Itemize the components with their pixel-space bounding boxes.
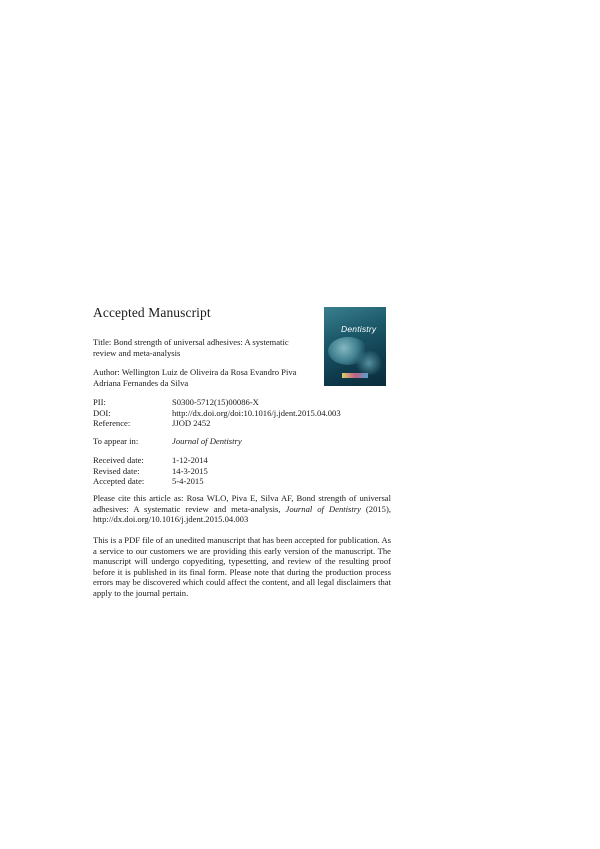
meta-row-reference xyxy=(93,418,341,429)
meta-key: Received date: xyxy=(93,455,144,465)
meta-key: PII: xyxy=(93,397,106,407)
article-authors xyxy=(93,367,333,388)
cover-color-bar xyxy=(342,373,368,378)
author-line: Adriana Fernandes da Silva xyxy=(93,377,189,388)
identifier-table xyxy=(93,397,341,429)
page-title: Accepted Manuscript xyxy=(93,305,211,320)
meta-row-doi xyxy=(93,408,341,419)
meta-key: To appear in: xyxy=(93,436,139,446)
dates-table xyxy=(93,455,208,487)
meta-value: 14-3-2015 xyxy=(172,465,208,476)
meta-value: S0300-5712(15)00086-X xyxy=(172,397,259,407)
cover-decoration-2 xyxy=(354,351,384,375)
meta-value: JJOD 2452 xyxy=(172,418,211,429)
author-line: Author: Wellington Luiz de Oliveira da Rosa Evandro Piva xyxy=(93,367,297,377)
title-line: review and meta-analysis xyxy=(93,347,181,358)
citation-paragraph xyxy=(93,493,391,525)
cover-journal-name: Dentistry xyxy=(341,324,377,334)
meta-key: DOI: xyxy=(93,407,111,418)
meta-value: 1-12-2014 xyxy=(172,455,208,465)
meta-value: 5-4-2015 xyxy=(172,476,204,487)
meta-row-pii xyxy=(93,397,341,408)
article-title xyxy=(93,337,321,358)
appear-in-row xyxy=(93,436,242,447)
journal-cover-image xyxy=(324,307,386,386)
meta-row-appear xyxy=(93,436,242,447)
doi-link[interactable]: http://dx.doi.org/doi:10.1016/j.jdent.2015.04.003 xyxy=(172,407,341,418)
disclaimer-paragraph: This is a PDF file of an unedited manuscript that has been accepted for publication. As a service to our customers we are providing this early version of the manuscript. The manuscript will undergo copyediting, typesetting, and review of the resulting proof before it is published in its final form. Please note that during the production process errors may be discovered which could affect the content, and all legal disclaimers that apply to the journal pertain. xyxy=(93,535,391,598)
citation-link[interactable]: (2015), http://dx.doi.org/10.1016/j.jdent.2015.04.003 xyxy=(93,503,391,525)
meta-row-revised xyxy=(93,466,208,477)
meta-row-accepted xyxy=(93,476,208,487)
title-line: Title: Bond strength of universal adhesives: A systematic xyxy=(93,337,289,347)
meta-key: Reference: xyxy=(93,418,131,429)
meta-key: Accepted date: xyxy=(93,476,145,487)
meta-row-received xyxy=(93,455,208,466)
journal-name: Journal of Dentistry xyxy=(172,436,242,446)
citation-text: Please cite this article as: Rosa WLO, Piva E, Silva AF, Bond strength of universal adhesives: A systematic review and meta-analysis, xyxy=(93,493,391,514)
meta-key: Revised date: xyxy=(93,465,140,476)
citation-journal: Journal of Dentistry xyxy=(285,503,361,514)
